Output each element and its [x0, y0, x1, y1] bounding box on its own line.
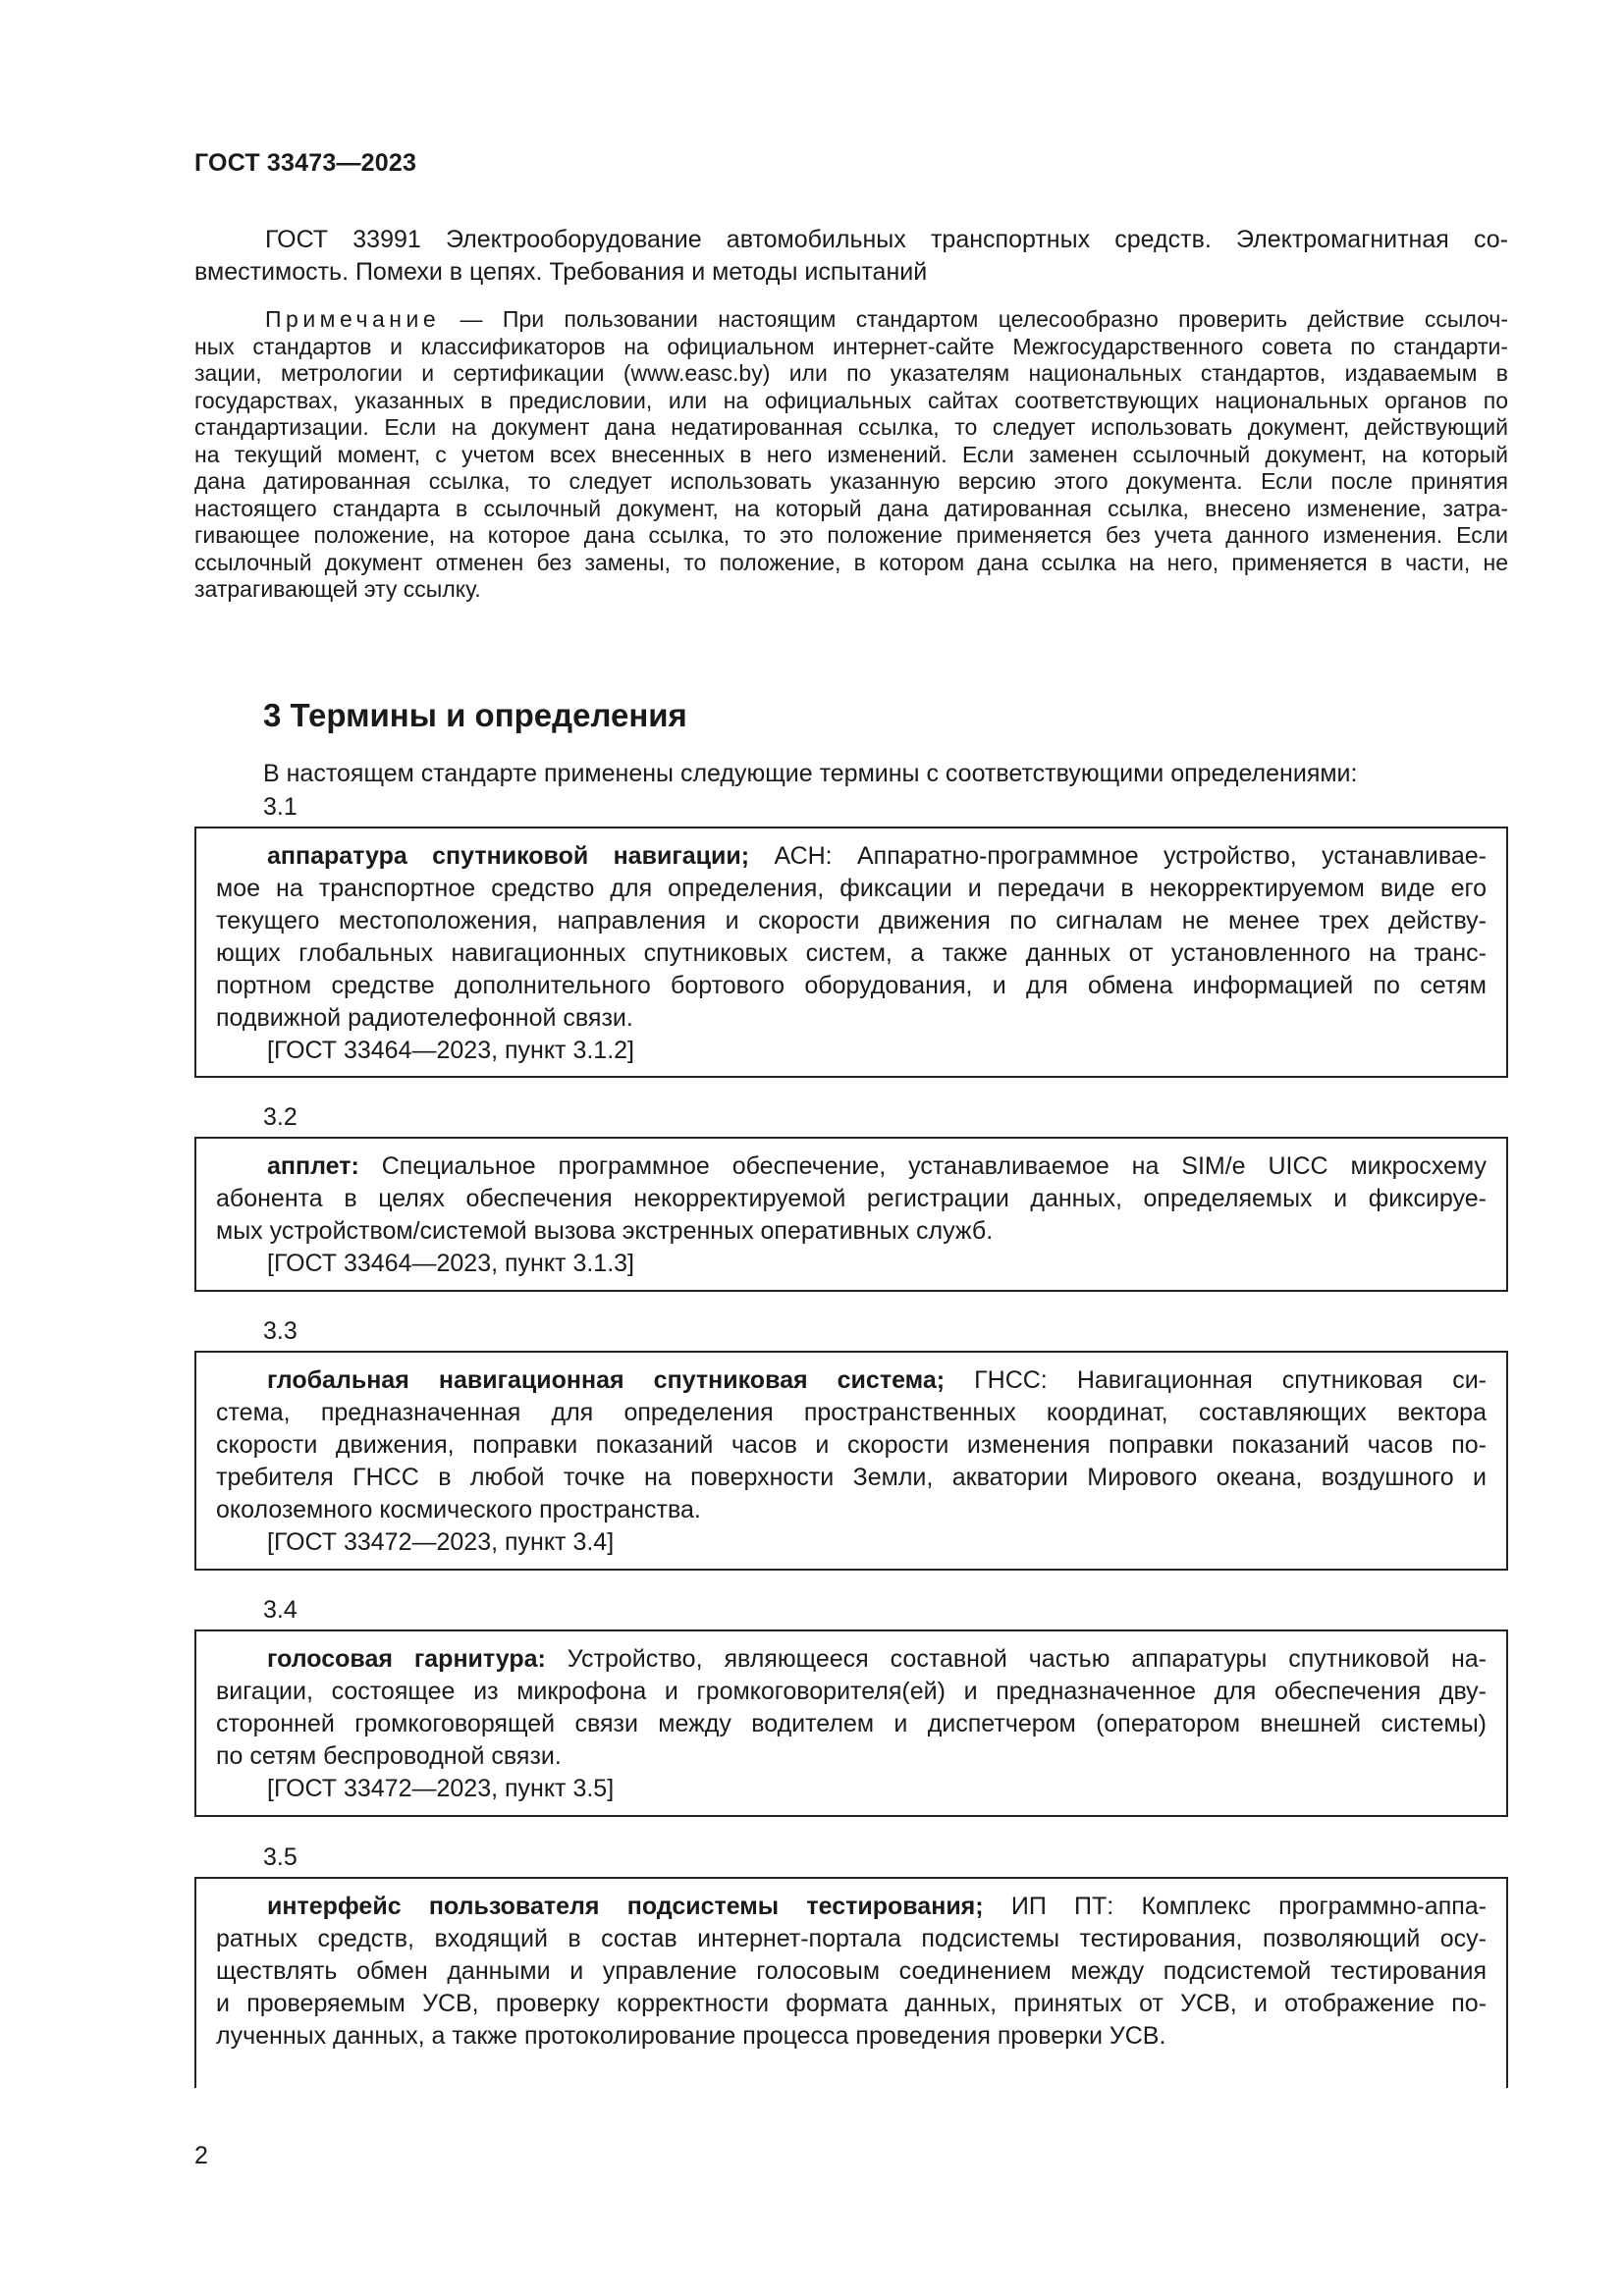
definition-line	[216, 1364, 1487, 1397]
definition-text: Специальное программное обеспечение, устанавливаемое на SIM/e UICC микросхему	[358, 1152, 1487, 1180]
definition-line: сторонней громкоговорящей связи между водителем и диспетчером (оператором внешней системы)	[216, 1710, 1487, 1737]
source-reference: [ГОСТ 33472—2023, пункт 3.4]	[267, 1528, 615, 1556]
term-name: интерфейс пользователя подсистемы тестирования;	[267, 1893, 984, 1920]
note-line: ссылочный документ отменен без замены, то положение, в котором дана ссылка на него, применяется в части, не	[194, 549, 1508, 575]
source-reference: [ГОСТ 33464—2023, пункт 3.1.3]	[267, 1250, 634, 1277]
note-line: затрагивающей эту ссылку.	[194, 576, 481, 602]
term-definition-box	[194, 827, 1508, 1078]
note-line: настоящего стандарта в ссылочный документ, на который дана датированная ссылка, внесено изменение, затра-	[194, 495, 1508, 521]
note-line: ных стандартов и классификаторов на официальном интернет-сайте Межгосударственного совета по стандарти-	[194, 333, 1508, 359]
definition-line: требителя ГНСС в любой точке на поверхности Земли, акватории Мирового океана, воздушного и	[216, 1464, 1487, 1491]
definition-line: и проверяемым УСВ, проверку корректности формата данных, принятых от УСВ, и отображение по-	[216, 1990, 1487, 2017]
definition-line: портном средстве дополнительного бортового оборудования, и для обмена информацией по сетям	[216, 972, 1487, 999]
definition-line: стема, предназначенная для определения пространственных координат, составляющих вектора	[216, 1399, 1487, 1426]
source-reference: [ГОСТ 33464—2023, пункт 3.1.2]	[267, 1037, 634, 1064]
term-name: глобальная навигационная спутниковая система;	[267, 1366, 946, 1394]
definition-line: околоземного космического пространства.	[216, 1496, 701, 1523]
definition-text: ГНСС: Навигационная спутниковая си-	[945, 1366, 1487, 1394]
definition-text: АСН: Аппаратно-программное устройство, устанавливае-	[749, 842, 1487, 870]
note-line: зации, метрологии и сертификации (www.easc.by) или по указателям национальных стандартов, издаваемым в	[194, 360, 1508, 386]
term-definition-box	[194, 1877, 1508, 2088]
definition-text: ИП ПТ: Комплекс программно-аппа-	[983, 1893, 1488, 1920]
definition-line: мое на транспортное средство для определения, фиксации и передачи в некорректируемом виде его	[216, 875, 1487, 902]
note-line: на текущий момент, с учетом всех внесенных в него изменений. Если заменен ссылочный документ, на который	[194, 441, 1508, 467]
definition-text: Устройство, являющееся составной частью аппаратуры спутниковой на-	[545, 1645, 1487, 1673]
page-number: 2	[194, 2142, 208, 2169]
section-intro: В настоящем стандарте применены следующие термины с соответствующими определениями:	[263, 760, 1358, 787]
note-line	[194, 306, 1508, 334]
note-line-text: — При пользовании настоящим стандартом целесообразно проверить действие ссылоч-	[440, 306, 1508, 332]
term-number: 3.4	[263, 1596, 298, 1624]
term-definition-box	[194, 1137, 1508, 1292]
document-header: ГОСТ 33473—2023	[194, 149, 417, 177]
definition-line: лученных данных, а также протоколирование процесса проведения проверки УСВ.	[216, 2022, 1166, 2050]
definition-line	[216, 1891, 1487, 1923]
definition-line: абонента в целях обеспечения некорректируемой регистрации данных, определяемых и фиксируе-	[216, 1185, 1487, 1212]
source-reference: [ГОСТ 33472—2023, пункт 3.5]	[267, 1775, 615, 1802]
definition-line: текущего местоположения, направления и скорости движения по сигналам не менее трех действу-	[216, 907, 1487, 934]
definition-line: ющих глобальных навигационных спутниковых систем, а также данных от установленного на транс-	[216, 939, 1487, 967]
definition-line: скорости движения, поправки показаний часов и скорости изменения поправки показаний часов по-	[216, 1431, 1487, 1459]
reference-paragraph	[194, 224, 1508, 289]
definition-line	[216, 840, 1487, 873]
section-title: 3 Термины и определения	[263, 697, 687, 733]
definition-line: ществлять обмен данными и управление голосовым соединением между подсистемой тестирования	[216, 1957, 1487, 1985]
paragraph-line: ГОСТ 33991 Электрооборудование автомобильных транспортных средств. Электромагнитная со-	[265, 226, 1508, 253]
definition-line: мых устройством/системой вызова экстренных оперативных служб.	[216, 1217, 994, 1245]
note-line: стандартизации. Если на документ дана недатированная ссылка, то следует использовать документ, действующий	[194, 414, 1508, 440]
term-number: 3.5	[263, 1843, 298, 1871]
term-name: апплет:	[267, 1152, 359, 1180]
term-number: 3.1	[263, 793, 298, 821]
note-line: гивающее положение, на которое дана ссылка, то это положение применяется без учета данного изменения. Если	[194, 522, 1508, 548]
definition-line: по сетям беспроводной связи.	[216, 1742, 562, 1770]
definition-line	[216, 1643, 1487, 1676]
definition-line: ратных средств, входящий в состав интернет-портала подсистемы тестирования, позволяющий осу-	[216, 1925, 1487, 1952]
note-label: Примечание	[265, 306, 441, 332]
term-definition-box	[194, 1629, 1508, 1817]
term-definition-box	[194, 1351, 1508, 1571]
term-number: 3.3	[263, 1317, 298, 1345]
term-name: аппаратура спутниковой навигации;	[267, 842, 750, 870]
note-line: дана датированная ссылка, то следует использовать указанную версию этого документа. Если после принятия	[194, 468, 1508, 494]
definition-line	[216, 1150, 1487, 1183]
term-name: голосовая гарнитура:	[267, 1645, 546, 1673]
term-number: 3.2	[263, 1103, 298, 1131]
note-block	[194, 306, 1508, 604]
paragraph-line: вместимость. Помехи в цепях. Требования и методы испытаний	[194, 258, 928, 286]
note-line: государствах, указанных в предисловии, или на официальных сайтах соответствующих национальных органов по	[194, 387, 1508, 413]
definition-line: подвижной радиотелефонной связи.	[216, 1004, 633, 1032]
definition-line: вигации, состоящее из микрофона и громкоговорителя(ей) и предназначенное для обеспечения дву-	[216, 1678, 1487, 1705]
